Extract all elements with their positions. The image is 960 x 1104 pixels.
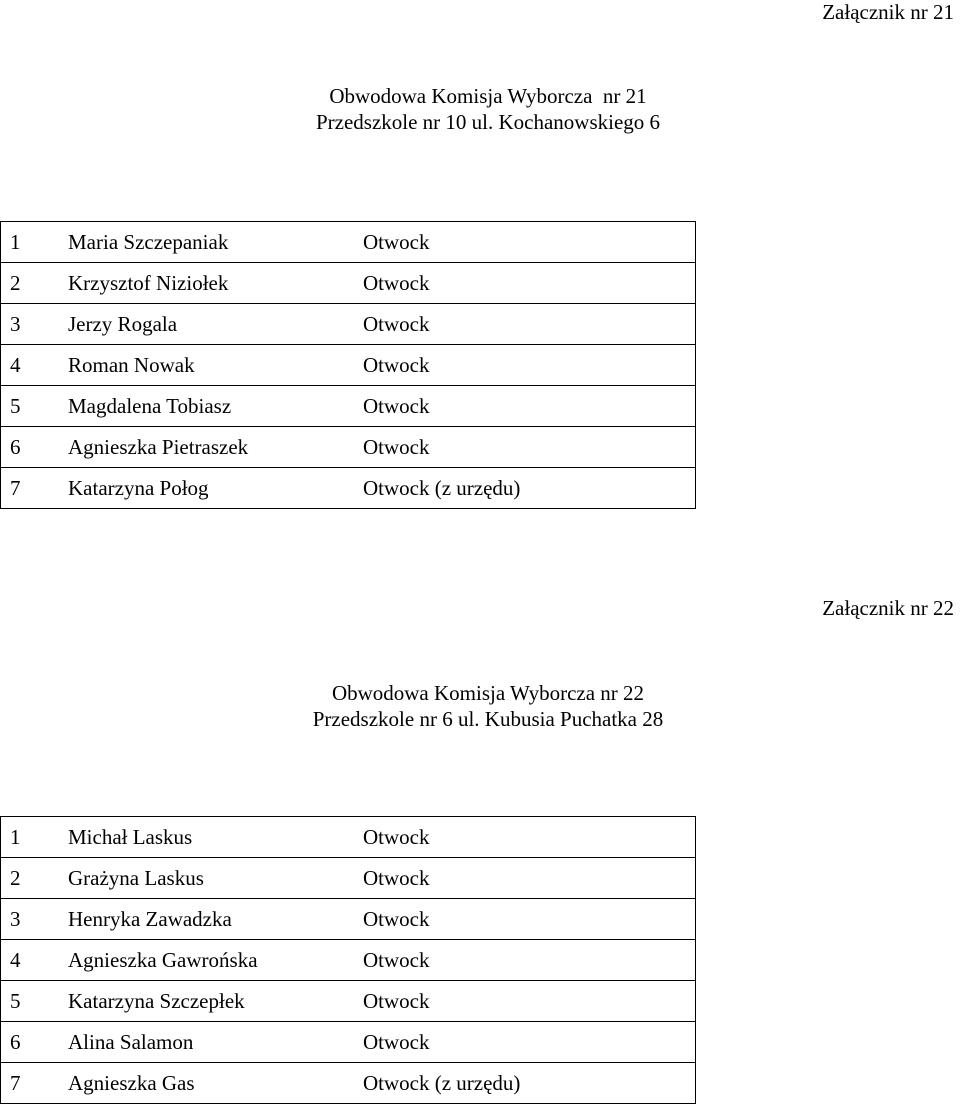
member-city: Otwock (z urzędu) <box>363 475 521 500</box>
empty-cell <box>514 1022 696 1063</box>
member-name: Maria Szczepaniak <box>68 229 229 254</box>
table-row <box>1 427 696 468</box>
member-number: 3 <box>10 311 21 336</box>
member-number: 4 <box>10 947 21 972</box>
member-number: 5 <box>10 393 21 418</box>
member-cell <box>1 304 514 345</box>
member-city: Otwock <box>363 229 430 254</box>
member-city: Otwock <box>363 947 430 972</box>
table-row <box>1 222 696 263</box>
member-name: Grażyna Laskus <box>68 865 204 890</box>
member-number: 4 <box>10 352 21 377</box>
member-number: 1 <box>10 824 21 849</box>
member-name: Katarzyna Szczepłek <box>68 988 245 1013</box>
table-row <box>1 940 696 981</box>
member-city: Otwock <box>363 906 430 931</box>
member-name: Henryka Zawadzka <box>68 906 232 931</box>
empty-cell <box>514 899 696 940</box>
empty-cell <box>514 940 696 981</box>
member-cell <box>1 981 514 1022</box>
commission-header <box>0 680 960 732</box>
member-number: 1 <box>10 229 21 254</box>
member-name: Krzysztof Niziołek <box>68 270 229 295</box>
empty-cell <box>514 427 696 468</box>
member-name: Alina Salamon <box>68 1029 194 1054</box>
member-cell <box>1 427 514 468</box>
member-name: Katarzyna Połog <box>68 475 209 500</box>
member-city: Otwock <box>363 393 430 418</box>
member-city: Otwock <box>363 270 430 295</box>
commission-location: Przedszkole nr 10 ul. Kochanowskiego 6 <box>315 110 661 134</box>
table-row <box>1 858 696 899</box>
member-cell <box>1 222 514 263</box>
members-table <box>0 816 696 1104</box>
member-cell <box>1 468 521 509</box>
empty-cell <box>514 817 696 858</box>
member-name: Jerzy Rogala <box>68 311 178 336</box>
member-name: Agnieszka Gawrońska <box>68 947 258 972</box>
empty-cell <box>514 981 696 1022</box>
table-row <box>1 304 696 345</box>
member-cell <box>1 345 514 386</box>
member-cell <box>1 817 514 858</box>
empty-cell <box>514 468 696 509</box>
commission-header <box>0 83 960 135</box>
member-cell <box>1 858 514 899</box>
table-row <box>1 1022 696 1063</box>
member-number: 3 <box>10 906 21 931</box>
empty-cell <box>514 263 696 304</box>
member-cell <box>1 1022 514 1063</box>
member-city: Otwock (z urzędu) <box>363 1070 521 1095</box>
annex-label: Załącznik nr 22 <box>822 596 954 620</box>
member-city: Otwock <box>363 311 430 336</box>
member-number: 6 <box>10 1029 21 1054</box>
member-cell <box>1 263 514 304</box>
member-number: 2 <box>10 865 21 890</box>
commission-title: Obwodowa Komisja Wyborcza nr 22 <box>331 681 645 705</box>
empty-cell <box>514 222 696 263</box>
table-row <box>1 899 696 940</box>
member-name: Magdalena Tobiasz <box>68 393 232 418</box>
member-name: Michał Laskus <box>68 824 193 849</box>
annex-label: Załącznik nr 21 <box>822 0 954 24</box>
empty-cell <box>514 345 696 386</box>
table-row <box>1 817 696 858</box>
member-name: Roman Nowak <box>68 352 195 377</box>
table-row <box>1 345 696 386</box>
member-cell <box>1 1063 521 1104</box>
member-number: 5 <box>10 988 21 1013</box>
commission-location: Przedszkole nr 6 ul. Kubusia Puchatka 28 <box>312 707 664 731</box>
table-row <box>1 468 696 509</box>
member-number: 7 <box>10 475 21 500</box>
table-row <box>1 386 696 427</box>
member-city: Otwock <box>363 352 430 377</box>
table-row <box>1 981 696 1022</box>
member-cell <box>1 386 514 427</box>
members-table <box>0 221 696 509</box>
member-city: Otwock <box>363 434 430 459</box>
empty-cell <box>514 304 696 345</box>
commission-title: Obwodowa Komisja Wyborcza nr 21 <box>329 84 647 108</box>
member-number: 6 <box>10 434 21 459</box>
member-city: Otwock <box>363 865 430 890</box>
member-city: Otwock <box>363 988 430 1013</box>
member-city: Otwock <box>363 1029 430 1054</box>
member-cell <box>1 940 514 981</box>
member-cell <box>1 899 514 940</box>
table-row <box>1 263 696 304</box>
empty-cell <box>514 858 696 899</box>
empty-cell <box>514 1063 696 1104</box>
member-number: 2 <box>10 270 21 295</box>
member-name: Agnieszka Gas <box>68 1070 195 1095</box>
member-name: Agnieszka Pietraszek <box>68 434 249 459</box>
member-number: 7 <box>10 1070 21 1095</box>
empty-cell <box>514 386 696 427</box>
member-city: Otwock <box>363 824 430 849</box>
table-row <box>1 1063 696 1104</box>
